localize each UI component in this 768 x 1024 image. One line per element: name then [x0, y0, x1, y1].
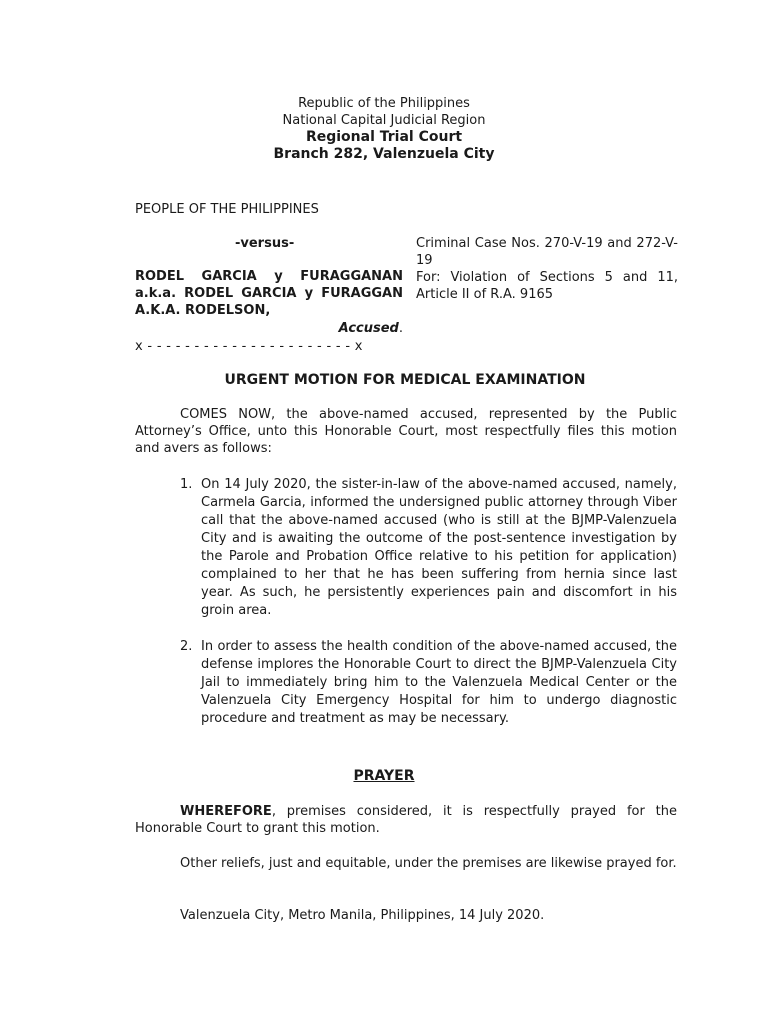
item-number: 1.: [180, 477, 193, 492]
caption-separator: x - - - - - - - - - - - - - - - - - - - - - - x: [135, 339, 363, 354]
header-court: Regional Trial Court: [305, 129, 463, 145]
other-reliefs-paragraph: Other reliefs, just and equitable, under the premises are likewise prayed for.: [180, 856, 677, 871]
place-date: Valenzuela City, Metro Manila, Philippines, 14 July 2020.: [180, 908, 545, 923]
header-region: National Capital Judicial Region: [282, 113, 486, 128]
prayer-heading: [0, 768, 768, 784]
plaintiff-name: PEOPLE OF THE PHILIPPINES: [135, 202, 319, 217]
prayer-heading-text: PRAYER: [353, 768, 415, 784]
item-text: On 14 July 2020, the sister-in-law of the above-named accused, namely, Carmela Garcia, informed the undersigned public attorney through Viber call that the above-named accused (who is still at the BJMP-Valenzuela City and is awaiting the outcome of the post-sentence investigation by the Parole and Probation Office relative to his petition for application) complained to her that he has been suffering from hernia since last year. As such, he persistently experiences pain and discomfort in his groin area.: [201, 477, 677, 618]
item-number: 2.: [180, 639, 193, 654]
numbered-list: [180, 476, 677, 728]
header-branch: Branch 282, Valenzuela City: [273, 146, 495, 162]
accused-name: RODEL GARCIA y FURAGGANAN a.k.a. RODEL GARCIA y FURAGGAN A.K.A. RODELSON,: [135, 269, 403, 318]
intro-paragraph: [135, 406, 677, 457]
intro-lead: COMES NOW,: [180, 407, 276, 422]
header-republic: Republic of the Philippines: [298, 96, 470, 111]
violation-description: For: Violation of Sections 5 and 11, Article II of R.A. 9165: [416, 270, 678, 302]
wherefore-text: , premises considered, it is respectfully prayed for the Honorable Court to grant this motion.: [135, 804, 677, 836]
wherefore-paragraph: [135, 803, 677, 837]
list-item: [180, 476, 677, 620]
versus-label: -versus-: [235, 236, 295, 251]
item-text: In order to assess the health condition of the above-named accused, the defense implores the Honorable Court to direct the BJMP-Valenzuela City Jail to immediately bring him to the Valenzuela Medical Center or the Valenzuela City Emergency Hospital for him to undergo diagnostic procedure and treatment as may be necessary.: [201, 639, 677, 726]
accused-label-row: Accused.: [338, 321, 403, 336]
case-numbers: Criminal Case Nos. 270-V-19 and 272-V-19: [416, 236, 678, 268]
wherefore-lead: WHEREFORE: [180, 804, 272, 819]
court-header: [0, 95, 768, 163]
accused-label: Accused: [338, 321, 399, 336]
intro-text: the above-named accused, represented by the Public Attorney’s Office, unto this Honorable Court, most respectfully files this motion and avers as follows:: [135, 407, 677, 456]
motion-title: URGENT MOTION FOR MEDICAL EXAMINATION: [224, 372, 586, 388]
list-item: [180, 638, 677, 728]
